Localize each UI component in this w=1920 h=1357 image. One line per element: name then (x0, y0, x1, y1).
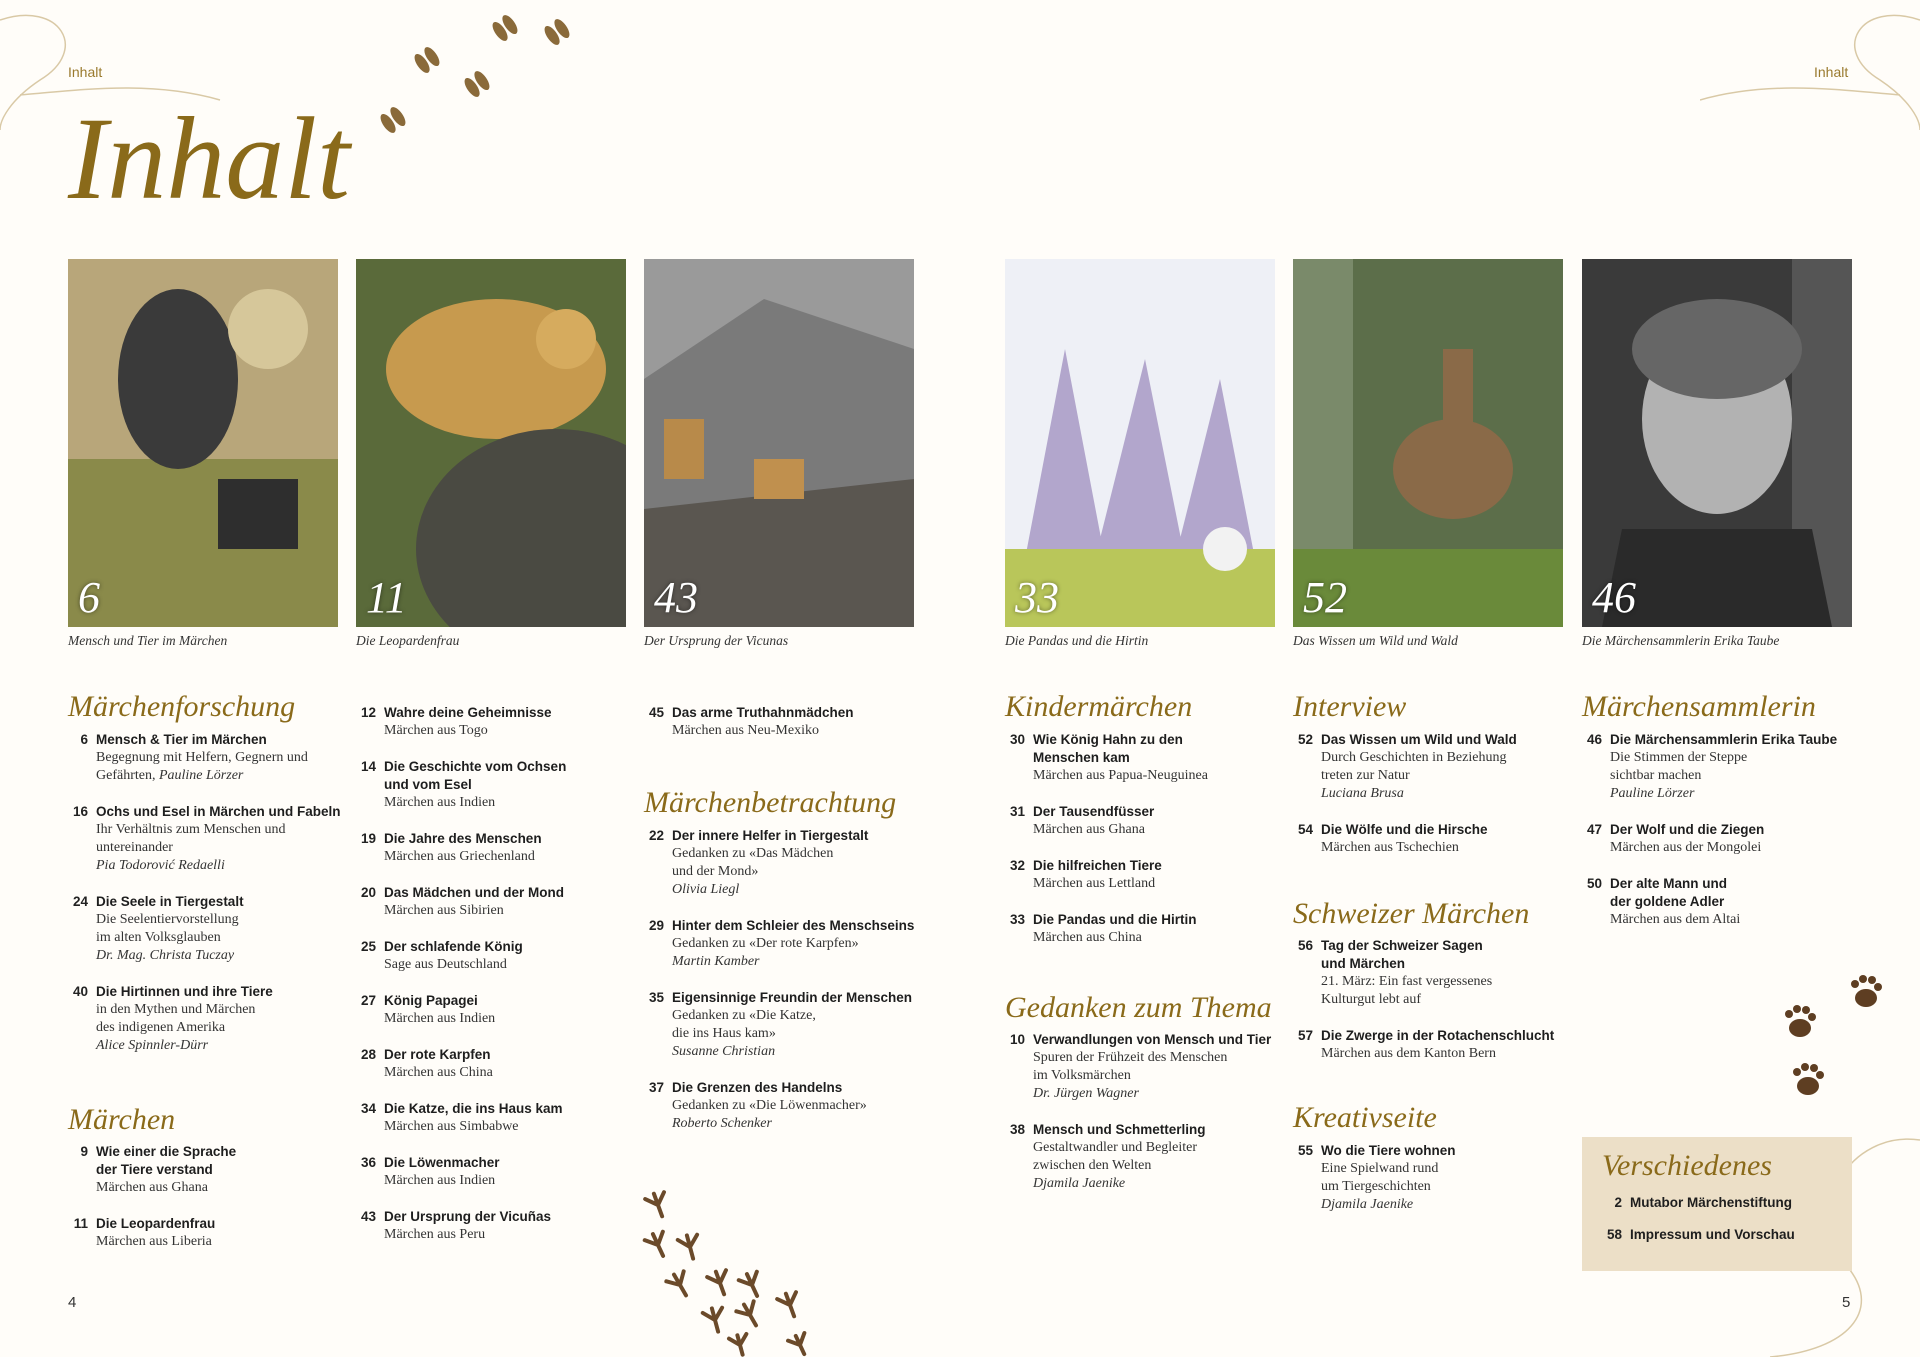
corner-swirl-right (1700, 0, 1920, 140)
photo-page-number: 52 (1303, 573, 1347, 622)
photo-caption: Mensch und Tier im Märchen (68, 633, 228, 648)
entry-title: Die Jahre des Menschen (384, 831, 542, 846)
toc-entry[interactable] (356, 1208, 636, 1244)
entry-author: Luciana Brusa (1321, 785, 1404, 801)
photo-mensch-und-tier (68, 259, 338, 627)
entry-title: Ochs und Esel in Märchen und Fabeln (96, 803, 341, 819)
entry-page-number: 20 (360, 885, 376, 900)
toc-entry[interactable] (644, 704, 924, 740)
entry-description: sichtbar machen (1610, 767, 1702, 783)
entry-title: Das arme Truthahnmädchen (672, 705, 854, 720)
entry-title: Die Seele in Tiergestalt (96, 893, 244, 909)
entry-description: Märchen aus Simbabwe (384, 1119, 519, 1134)
entry-page-number: 37 (648, 1079, 664, 1095)
entry-title: Das Wissen um Wild und Wald (1321, 731, 1517, 747)
entry-description: Märchen aus dem Kanton Bern (1321, 1046, 1496, 1061)
entry-description: Märchen aus dem Altai (1610, 911, 1741, 927)
toc-entry[interactable] (68, 1143, 348, 1197)
toc-entry[interactable] (1005, 731, 1285, 785)
entry-page-number: 6 (80, 731, 88, 747)
entry-author: Olivia Liegl (672, 881, 740, 897)
running-title-left: Inhalt (68, 64, 103, 80)
entry-description: Märchen aus China (384, 1065, 493, 1080)
entry-description: Kulturgut lebt auf (1321, 992, 1422, 1007)
entry-page-number: 58 (1606, 1226, 1622, 1242)
entry-title: Der Tausendfüsser (1033, 803, 1155, 819)
entry-description: Märchen aus Ghana (1033, 821, 1145, 837)
section-heading: Schweizer Märchen (1293, 896, 1530, 930)
entry-title: Der alte Mann und der goldene Adler (1610, 875, 1728, 909)
entry-page-number: 35 (648, 989, 664, 1005)
toc-entry[interactable] (1582, 731, 1862, 803)
photo-caption: Der Ursprung der Vicunas (644, 633, 789, 648)
toc-column-4 (1005, 690, 1285, 1211)
entry-title: Die Geschichte vom Ochsen und vom Esel (384, 759, 567, 792)
running-title-right: Inhalt (1814, 64, 1849, 80)
entry-title: Mutabor Märchenstiftung (1630, 1194, 1792, 1210)
entry-description: Märchen aus Togo (384, 723, 488, 738)
entry-title: Wahre deine Geheimnisse (384, 705, 552, 720)
photo-deer (1293, 259, 1563, 627)
toc-entry[interactable] (644, 989, 924, 1061)
entry-title: Der Wolf und die Ziegen (1610, 821, 1765, 837)
entry-description: Märchen aus Indien (384, 1011, 496, 1026)
entry-page-number: 55 (1297, 1142, 1313, 1158)
toc-entry[interactable] (1293, 937, 1573, 1009)
entry-description: im alten Volksglauben (96, 929, 221, 945)
toc-column-6 (1582, 690, 1862, 947)
entry-title: Die Grenzen des Handelns (672, 1079, 843, 1095)
entry-page-number: 32 (1009, 857, 1025, 873)
photo-page-number: 33 (1015, 573, 1059, 622)
entry-description: Ihr Verhältnis zum Menschen und (96, 821, 286, 837)
entry-description: Die Stimmen der Steppe (1610, 749, 1748, 765)
entry-title: Der rote Karpfen (384, 1047, 491, 1062)
entry-description: Märchen aus Papua-Neuguinea (1033, 767, 1208, 783)
toc-entry[interactable] (356, 884, 636, 920)
entry-description: Märchen aus China (1033, 929, 1142, 945)
entry-page-number: 22 (648, 827, 664, 843)
toc-entry[interactable] (68, 803, 348, 875)
entry-page-number: 52 (1297, 731, 1313, 747)
toc-entry[interactable] (1005, 857, 1285, 893)
toc-entry[interactable] (68, 731, 348, 785)
entry-description: Eine Spielwand rund (1321, 1160, 1439, 1176)
bird-tracks-bottom (640, 1185, 850, 1357)
entry-description: und der Mond» (672, 863, 759, 879)
photo-vicunas (644, 259, 914, 627)
entry-title: Eigensinnige Freundin der Menschen (672, 989, 913, 1005)
toc-column-3 (644, 704, 924, 1151)
entry-title: Impressum und Vorschau (1630, 1226, 1795, 1242)
photo-erika-taube (1582, 259, 1852, 627)
entry-description: Märchen aus Peru (384, 1227, 486, 1242)
entry-author: Pia Todorović Redaelli (96, 857, 225, 873)
entry-title: Mensch & Tier im Märchen (96, 731, 267, 747)
entry-page-number: 47 (1586, 821, 1602, 837)
entry-page-number: 27 (360, 993, 376, 1008)
toc-entry[interactable] (1602, 1194, 1852, 1212)
entry-title: König Papagei (384, 993, 478, 1008)
entry-page-number: 33 (1009, 911, 1025, 927)
entry-page-number: 16 (72, 803, 88, 819)
entry-title: Die Katze, die ins Haus kam (384, 1101, 563, 1116)
entry-title: Die Wölfe und die Hirsche (1321, 821, 1488, 837)
entry-description: Gedanken zu «Die Katze, (672, 1007, 816, 1023)
photo-caption: Die Pandas und die Hirtin (1005, 633, 1149, 648)
entry-title: Die Zwerge in der Rotachenschlucht (1321, 1028, 1555, 1043)
entry-page-number: 57 (1297, 1028, 1313, 1043)
toc-entry[interactable] (356, 1154, 636, 1190)
photo-pandas (1005, 259, 1275, 627)
toc-entry[interactable] (68, 983, 348, 1055)
entry-description: Märchen aus Neu-Mexiko (672, 723, 819, 738)
page-number-left: 4 (68, 1294, 77, 1311)
entry-description: Märchen aus Indien (384, 795, 496, 810)
entry-title: Die Pandas und die Hirtin (1033, 911, 1197, 927)
photo-caption: Die Märchensammlerin Erika Taube (1582, 633, 1780, 648)
entry-title: Die hilfreichen Tiere (1033, 857, 1162, 873)
entry-title: Die Leopardenfrau (96, 1216, 216, 1231)
entry-description: Die Seelentiervorstellung (96, 911, 239, 927)
section-heading: Kindermärchen (1005, 690, 1193, 723)
section-heading: Kreativseite (1293, 1101, 1437, 1134)
entry-page-number: 9 (80, 1144, 88, 1159)
entry-description: Gedanken zu «Der rote Karpfen» (672, 935, 859, 951)
entry-description: im Volksmärchen (1033, 1068, 1131, 1083)
toc-entry[interactable] (644, 917, 924, 971)
toc-entry[interactable] (1582, 875, 1862, 929)
entry-author: Dr. Jürgen Wagner (1033, 1086, 1139, 1101)
entry-description: Märchen aus Tschechien (1321, 839, 1459, 855)
photo-caption: Die Leopardenfrau (356, 633, 460, 648)
verschiedenes-box (1582, 1137, 1852, 1271)
entry-page-number: 19 (360, 831, 376, 846)
toc-entry[interactable] (1005, 1121, 1285, 1193)
section-heading: Verschiedenes (1602, 1149, 1772, 1182)
toc-entry[interactable] (356, 1046, 636, 1082)
entry-page-number: 10 (1009, 1032, 1025, 1047)
toc-entry[interactable] (1293, 1027, 1573, 1063)
entry-page-number: 2 (1614, 1194, 1622, 1210)
entry-description: Märchen aus Lettland (1033, 875, 1156, 891)
entry-author: Dr. Mag. Christa Tuczay (96, 947, 235, 963)
page-title: Inhalt (68, 93, 350, 224)
entry-title: Die Märchensammlerin Erika Taube (1610, 731, 1838, 747)
section-heading: Märchenforschung (68, 690, 296, 723)
entry-page-number: 31 (1009, 803, 1025, 819)
photo-page-number: 6 (78, 573, 100, 622)
entry-author: Pauline Lörzer (1610, 785, 1695, 801)
paw-prints-right (1770, 960, 1890, 1110)
toc-entry[interactable] (68, 1215, 348, 1251)
entry-title: Tag der Schweizer Sagen und Märchen (1321, 938, 1483, 971)
toc-column-2 (356, 704, 636, 1262)
entry-author: Djamila Jaenike (1033, 1176, 1126, 1191)
entry-description: Märchen aus Liberia (96, 1234, 212, 1249)
toc-entry[interactable] (356, 992, 636, 1028)
entry-description: Begegnung mit Helfern, Gegnern und (96, 749, 308, 765)
section-heading: Gedanken zum Thema (1005, 990, 1272, 1024)
toc-entry[interactable] (68, 893, 348, 965)
entry-author: Roberto Schenker (672, 1115, 772, 1131)
entry-title: Das Mädchen und der Mond (384, 885, 565, 900)
entry-title: Mensch und Schmetterling (1033, 1122, 1206, 1137)
toc-entry[interactable] (1293, 821, 1573, 857)
entry-title: Wie König Hahn zu den Menschen kam (1033, 731, 1183, 765)
photo-caption: Das Wissen um Wild und Wald (1293, 633, 1458, 648)
entry-description: Märchen aus der Mongolei (1610, 839, 1762, 855)
entry-page-number: 24 (72, 893, 88, 909)
entry-page-number: 12 (360, 705, 376, 720)
toc-column-5 (1293, 690, 1573, 1232)
entry-description: Märchen aus Griechenland (384, 849, 535, 864)
entry-page-number: 46 (1586, 731, 1602, 747)
entry-title: Wie einer die Sprache der Tiere verstand (96, 1144, 237, 1177)
toc-entry[interactable] (1582, 821, 1862, 857)
toc-entry[interactable] (356, 1100, 636, 1136)
entry-page-number: 38 (1009, 1122, 1025, 1137)
entry-title: Die Löwenmacher (384, 1155, 500, 1170)
photo-page-number: 46 (1592, 573, 1636, 622)
entry-page-number: 14 (360, 759, 376, 774)
entry-page-number: 30 (1009, 731, 1025, 747)
photo-page-number: 11 (366, 573, 407, 622)
entry-description: in den Mythen und Märchen (96, 1001, 256, 1017)
toc-entry[interactable] (644, 1079, 924, 1133)
entry-description: die ins Haus kam» (672, 1025, 776, 1041)
photo-leopard (356, 259, 626, 627)
entry-page-number: 11 (73, 1216, 88, 1231)
section-heading: Märchen (68, 1102, 176, 1136)
section-heading: Interview (1293, 690, 1407, 723)
entry-page-number: 50 (1586, 875, 1602, 891)
entry-description: Märchen aus Ghana (96, 1180, 208, 1195)
entry-description: zwischen den Welten (1033, 1158, 1152, 1173)
entry-author: Susanne Christian (672, 1043, 776, 1059)
entry-description: Gedanken zu «Die Löwenmacher» (672, 1097, 867, 1113)
entry-page-number: 56 (1297, 938, 1313, 953)
entry-title: Die Hirtinnen und ihre Tiere (96, 983, 273, 999)
entry-description: um Tiergeschichten (1321, 1178, 1431, 1194)
entry-page-number: 40 (72, 983, 88, 999)
entry-description: untereinander (96, 839, 173, 855)
entry-author: Pauline Lörzer (158, 767, 244, 783)
entry-description: Gefährten, Pauline Lörzer (96, 767, 244, 783)
toc-entry[interactable] (1005, 803, 1285, 839)
entry-description: Gestaltwandler und Begleiter (1033, 1140, 1198, 1155)
entry-title: Der schlafende König (384, 939, 523, 954)
page-number-right: 5 (1842, 1294, 1851, 1311)
toc-entry[interactable] (1005, 1031, 1285, 1103)
toc-entry[interactable] (356, 830, 636, 866)
entry-page-number: 29 (648, 917, 664, 933)
entry-description: Märchen aus Indien (384, 1173, 496, 1188)
entry-page-number: 25 (360, 939, 376, 954)
toc-entry[interactable] (1293, 1142, 1573, 1214)
toc-entry[interactable] (1005, 911, 1285, 947)
toc-entry[interactable] (356, 704, 636, 740)
section-heading: Märchenbetrachtung (644, 786, 897, 819)
entry-description: Märchen aus Sibirien (384, 903, 504, 918)
entry-page-number: 36 (360, 1155, 376, 1170)
toc-entry[interactable] (356, 758, 636, 812)
entry-description: Durch Geschichten in Beziehung (1321, 749, 1507, 765)
entry-title: Der innere Helfer in Tiergestalt (672, 827, 869, 843)
entry-title: Verwandlungen von Mensch und Tier (1033, 1032, 1272, 1047)
entry-description: Spuren der Frühzeit des Menschen (1033, 1050, 1228, 1065)
entry-page-number: 43 (360, 1209, 376, 1224)
section-heading: Märchensammlerin (1582, 690, 1816, 723)
entry-description: Gedanken zu «Das Mädchen (672, 845, 834, 861)
entry-description: Sage aus Deutschland (384, 957, 507, 972)
toc-entry[interactable] (356, 938, 636, 974)
entry-page-number: 45 (648, 705, 664, 720)
photo-page-number: 43 (654, 573, 698, 622)
entry-description: 21. März: Ein fast vergessenes (1321, 974, 1493, 989)
entry-author: Martin Kamber (672, 953, 760, 969)
toc-entry[interactable] (1602, 1226, 1852, 1244)
hoof-tracks-top (365, 0, 585, 150)
entry-author: Djamila Jaenike (1321, 1196, 1414, 1212)
entry-description: treten zur Natur (1321, 767, 1410, 783)
entry-page-number: 34 (360, 1101, 376, 1116)
entry-description: des indigenen Amerika (96, 1019, 226, 1035)
entry-title: Hinter dem Schleier des Menschseins (672, 917, 915, 933)
entry-title: Der Ursprung der Vicuñas (384, 1209, 552, 1224)
toc-column-1 (68, 690, 348, 1269)
toc-entry[interactable] (644, 827, 924, 899)
toc-entry[interactable] (1293, 731, 1573, 803)
entry-page-number: 54 (1297, 821, 1313, 837)
entry-title: Wo die Tiere wohnen (1321, 1142, 1456, 1158)
entry-page-number: 28 (360, 1047, 376, 1062)
entry-author: Alice Spinnler-Dürr (96, 1037, 209, 1053)
